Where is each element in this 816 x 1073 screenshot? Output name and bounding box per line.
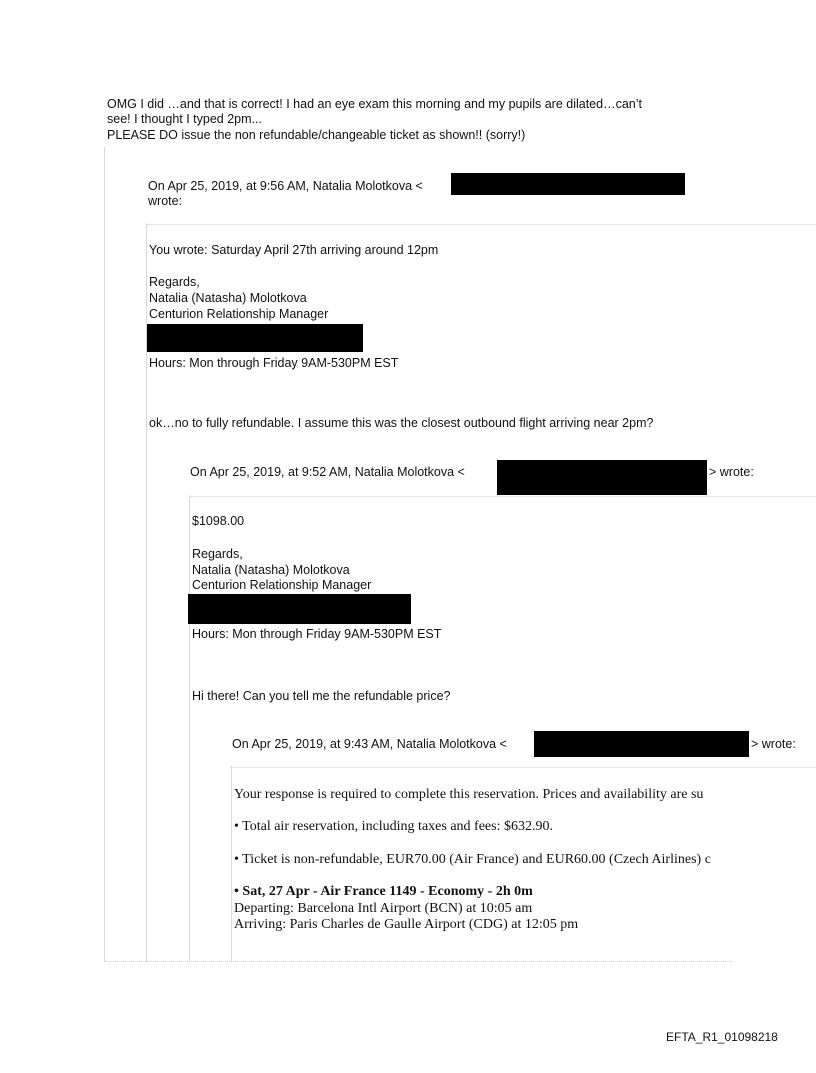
quote-3-header: On Apr 25, 2019, at 9:43 AM, Natalia Molotkova < [232, 737, 507, 751]
quote-3-bullet-total: • Total air reservation, including taxes and fees: $632.90. [234, 819, 553, 834]
quote-3-arriving: Arriving: Paris Charles de Gaulle Airport (CDG) at 12:05 pm [234, 917, 579, 932]
quote-2-signature-name: Natalia (Natasha) Molotkova [192, 563, 350, 577]
redaction-box [188, 594, 411, 624]
quote-2-top-border [189, 496, 816, 497]
quote-3-header-wrote: > wrote: [751, 737, 796, 751]
quote-1-header-wrote: wrote: [148, 194, 183, 208]
message-line-2: see! I thought I typed 2pm... [107, 112, 262, 126]
quote-3-top-border [231, 767, 816, 768]
quote-2-border [189, 495, 190, 962]
quote-border-outer [104, 147, 105, 962]
quote-3-bullet-ticket: • Ticket is non-refundable, EUR70.00 (Air France) and EUR60.00 (Czech Airlines) c [234, 852, 711, 867]
quote-1-signature-title: Centurion Relationship Manager [149, 307, 329, 321]
quote-1-hours: Hours: Mon through Friday 9AM-530PM EST [149, 356, 399, 370]
redaction-box [451, 173, 685, 195]
quote-2-header: On Apr 25, 2019, at 9:52 AM, Natalia Molotkova < [190, 465, 465, 479]
document-id: EFTA_R1_01098218 [666, 1030, 778, 1044]
quote-1-signature-name: Natalia (Natasha) Molotkova [149, 291, 307, 305]
quote-3-border [231, 766, 232, 962]
redaction-box [534, 731, 749, 757]
message-line-1: OMG I did …and that is correct! I had an eye exam this morning and my pupils are dilated…can’t [107, 97, 642, 111]
quote-2-reply: Hi there! Can you tell me the refundable price? [192, 689, 451, 703]
message-line-3: PLEASE DO issue the non refundable/changeable ticket as shown!! (sorry!) [107, 128, 526, 142]
quote-1-header-text: On Apr 25, 2019, at 9:56 AM, Natalia Molotkova < [148, 179, 423, 193]
quote-3-flight-title: • Sat, 27 Apr - Air France 1149 - Economy - 2h 0m [234, 884, 533, 899]
quote-1-header [148, 179, 423, 194]
quote-3-departing: Departing: Barcelona Intl Airport (BCN) at 10:05 am [234, 901, 533, 916]
quote-1-top-border [146, 224, 816, 225]
redaction-box [497, 460, 707, 495]
quote-2-signature-title: Centurion Relationship Manager [192, 578, 372, 592]
quote-2-price: $1098.00 [192, 514, 245, 528]
quote-2-hours: Hours: Mon through Friday 9AM-530PM EST [192, 627, 442, 641]
quote-1-regards: Regards, [149, 275, 200, 289]
redaction-box [147, 324, 363, 352]
quote-2-regards: Regards, [192, 547, 243, 561]
quote-1-body: You wrote: Saturday April 27th arriving around 12pm [149, 243, 439, 257]
quote-1-reply: ok…no to fully refundable. I assume this was the closest outbound flight arriving near 2pm? [149, 416, 654, 430]
quote-3-intro: Your response is required to complete this reservation. Prices and availability are su [234, 787, 704, 802]
quote-border-bottom [104, 961, 732, 962]
quote-2-header-wrote: > wrote: [709, 465, 754, 479]
